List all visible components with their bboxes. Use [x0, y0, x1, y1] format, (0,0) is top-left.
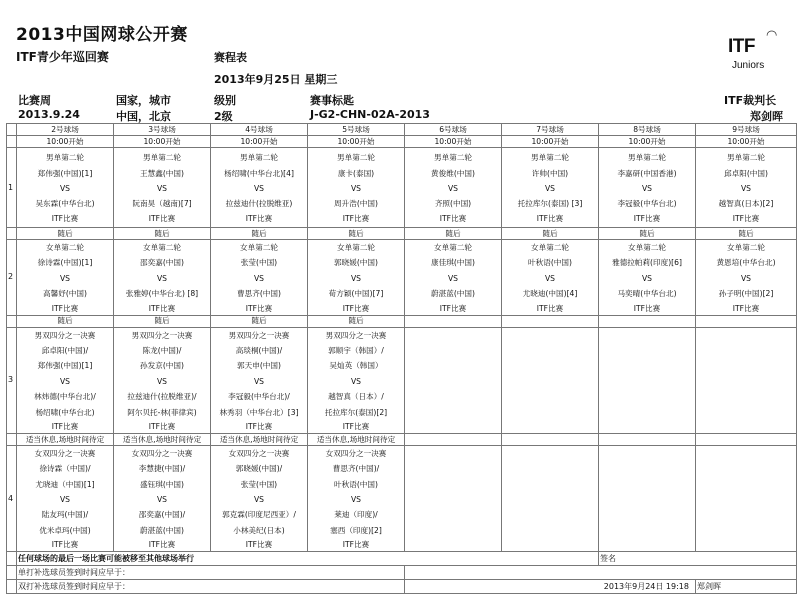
row-number: 3 [7, 327, 17, 433]
match-cell [696, 148, 797, 228]
match-line: 男单第二轮 [46, 153, 84, 163]
row-number-cell [7, 315, 17, 327]
rest-note [7, 433, 797, 445]
match-cell [211, 148, 308, 228]
match-line: 托拉库尔(泰国)[2] [324, 407, 388, 417]
footer-gutter [7, 580, 17, 594]
followed-by-cell: 随后 [211, 228, 308, 240]
match-line: VS [350, 376, 361, 386]
match-line: 郑伟强(中国)[1] [37, 168, 93, 178]
match-line: 李嘉研(中国香港) [617, 168, 677, 178]
match-line: 陆友玛(中国)/ [41, 510, 89, 520]
match-line: VS [253, 495, 264, 505]
match-cell [17, 327, 114, 433]
match-cell [308, 148, 405, 228]
match-line: VS [641, 184, 652, 193]
match-cell [502, 240, 599, 316]
match-line: 蔚湛蓝(中国) [140, 525, 184, 535]
match-line: 吴灿英（韩国） [329, 361, 383, 371]
court-header [7, 124, 797, 136]
match-line: ITF比赛 [51, 540, 79, 550]
footer-note: 任何球场的最后一场比赛可能被移至其他球场举行 [17, 552, 599, 566]
match-cell [599, 445, 696, 551]
match-line: 男双四分之一决赛 [228, 330, 290, 340]
match-line: 男双四分之一决赛 [34, 330, 96, 340]
match-cell [114, 445, 211, 551]
match-line: 郭克霖(印度尼西亚）/ [222, 510, 296, 520]
match-line: 尤晓迪（中国)[1] [35, 479, 95, 489]
court-header-cell: 2号球场 [17, 124, 114, 136]
followed-by-cell: 随后 [502, 228, 599, 240]
match-line: 高琰桐(中国)/ [235, 345, 283, 355]
followed-by-cell: 随后 [17, 315, 114, 327]
row-number-cell [7, 228, 17, 240]
court-header-cell: 3号球场 [114, 124, 211, 136]
match-line: 男单第二轮 [727, 153, 765, 163]
match-line: 叶秋语(中国) [334, 479, 378, 489]
match-line: 郑伟强(中国)[1] [37, 361, 93, 371]
value-grade: 2级 [214, 110, 233, 123]
rest-note-cell [502, 433, 599, 445]
rest-note-cell: 适当休息,场地时间待定 [308, 433, 405, 445]
match-cell [405, 445, 502, 551]
match-line: 李冠毅(中华台北)/ [228, 392, 290, 402]
schedule-date: 2013年9月25日 星期三 [214, 73, 338, 86]
match-line: ITF比赛 [342, 421, 370, 431]
match-line: 徐诗霖（中国)/ [39, 464, 91, 474]
match-line: 女双四分之一决赛 [131, 448, 193, 458]
followed-by-cell [599, 315, 696, 327]
match-cell [17, 240, 114, 316]
match-line: 女单第二轮 [628, 243, 666, 252]
match-line: VS [253, 184, 264, 193]
match-line: 女单第二轮 [727, 243, 765, 252]
match-cell [308, 240, 405, 316]
start-time [7, 136, 797, 148]
schedule-label: 赛程表 [214, 51, 247, 64]
match-line: 邵奕嘉(中国) [140, 258, 184, 268]
match-line: 女单第二轮 [434, 243, 472, 252]
row-number: 1 [7, 148, 17, 228]
match-line: 黄俊维(中国) [431, 168, 475, 178]
match-cell [405, 148, 502, 228]
schedule-header [0, 0, 800, 125]
match-line: VS [253, 376, 264, 386]
match-line: 女双四分之一决赛 [228, 448, 290, 458]
match-line: 女单第二轮 [240, 243, 278, 252]
match-line: ITF比赛 [342, 303, 370, 313]
match-cell [405, 240, 502, 316]
followed-by-cell: 随后 [114, 315, 211, 327]
match-line: 阿尔贝托-林(菲律宾) [127, 407, 197, 417]
match-cell [599, 148, 696, 228]
footer-signer: 郑剑晖 [696, 580, 797, 594]
match-line: 林秀羽（中华台北）[3] [219, 407, 299, 417]
followed-by-cell [696, 315, 797, 327]
footer-singles-signin: 单打补选球员签到时间应早于： [17, 566, 405, 580]
match-line: 男单第二轮 [434, 153, 472, 163]
match-line: 雅德拉帕莉(印度)[6] [612, 258, 682, 268]
match-line: ITF比赛 [51, 303, 79, 313]
label-country-city: 国家，城市 [116, 94, 171, 107]
row-number-cell [7, 124, 17, 136]
followed-by-cell: 随后 [599, 228, 696, 240]
match-line: 马奕晴(中华台北) [617, 289, 677, 299]
label-referee: ITF裁判长 [724, 94, 777, 107]
match-line: 周升浩(中国) [334, 199, 378, 209]
match-line: 张莹(中国) [240, 258, 278, 268]
match-line: VS [253, 273, 264, 283]
match-line: VS [156, 273, 167, 283]
match-line: 齐照(中国) [434, 199, 472, 209]
match-line: 孙子明(中国)[2] [718, 289, 774, 299]
match-line: 杨绍啸(中华台北) [35, 407, 95, 417]
match-line: 塞西（印度)[2] [330, 525, 382, 535]
match-line: ITF比赛 [148, 213, 176, 223]
tournament-title: 2013中国网球公开赛 [16, 25, 188, 45]
match-line: 优米卓玛(中国) [39, 525, 91, 535]
match-line: ITF比赛 [245, 421, 273, 431]
match-cell [17, 148, 114, 228]
match-line: 男双四分之一决赛 [325, 330, 387, 340]
match-line: VS [59, 376, 70, 386]
footer-gutter [7, 552, 17, 566]
match-cell [599, 240, 696, 316]
match-line: ITF比赛 [245, 540, 273, 550]
match-line: 女单第二轮 [46, 243, 84, 252]
rest-note-cell: 适当休息,场地时间待定 [114, 433, 211, 445]
court-header-cell: 6号球场 [405, 124, 502, 136]
logo-itf-text: ITF [728, 36, 755, 57]
match-line: 林炜德(中华台北)/ [34, 392, 96, 402]
footer-sign-label: 签名 [599, 552, 797, 566]
followed-by-cell: 随后 [405, 228, 502, 240]
followed-by-cell: 随后 [308, 315, 405, 327]
match-line: VS [740, 273, 751, 283]
match-line: 男单第二轮 [240, 153, 278, 163]
value-referee: 郑剑晖 [750, 110, 783, 123]
row-number: 4 [7, 445, 17, 551]
match-cell [114, 240, 211, 316]
match-cell [211, 327, 308, 433]
rest-note-cell [696, 433, 797, 445]
start-time-cell: 10:00开始 [308, 136, 405, 148]
followed-by-cell: 随后 [17, 228, 114, 240]
match-cell [211, 240, 308, 316]
match-line: 徐诗霖(中国)[1] [37, 258, 93, 268]
start-time-cell: 10:00开始 [599, 136, 696, 148]
match-cell [114, 327, 211, 433]
match-line: VS [350, 184, 361, 193]
match-line: 女单第二轮 [531, 243, 569, 252]
followed-by-cell: 随后 [211, 315, 308, 327]
followed-by-cell [502, 315, 599, 327]
match-line: VS [447, 273, 458, 283]
row-number-cell [7, 136, 17, 148]
match-cell [405, 327, 502, 433]
match-line: 女双四分之一决赛 [34, 448, 96, 458]
value-country-city: 中国，北京 [116, 110, 171, 123]
match-line: 郭晓媛(中国)/ [235, 464, 283, 474]
match-cell [114, 148, 211, 228]
match-line: ITF比赛 [51, 421, 79, 431]
match-cell [308, 445, 405, 551]
match-line: ITF比赛 [633, 213, 661, 223]
match-line: 盛钰琪(中国) [140, 479, 184, 489]
match-line: 小林美纪(日本) [233, 525, 285, 535]
match-line: 陈龙(中国)/ [142, 345, 182, 355]
court-header-cell: 8号球场 [599, 124, 696, 136]
followed-by [7, 228, 797, 240]
footer-row [7, 566, 797, 580]
match-line: 孙发京(中国) [140, 361, 184, 371]
match-line: VS [544, 184, 555, 193]
match-line: 王慧鑫(中国) [140, 168, 184, 178]
match-line: VS [59, 273, 70, 283]
value-week: 2013.9.24 [18, 108, 80, 121]
itf-juniors-logo [726, 28, 788, 74]
match-line: ITF比赛 [732, 303, 760, 313]
match-line: 高馨妤(中国) [43, 289, 87, 299]
footer-timestamp: 2013年9月24日 19:18 [405, 580, 696, 594]
match-line: VS [544, 273, 555, 283]
match-line: VS [59, 184, 70, 193]
footer-row [7, 580, 797, 594]
match-line: 张莹(中国) [240, 479, 278, 489]
match-line: VS [156, 184, 167, 193]
match-line: ITF比赛 [536, 213, 564, 223]
followed-by-cell [405, 315, 502, 327]
row-number-cell [7, 433, 17, 445]
match-line: ITF比赛 [633, 303, 661, 313]
court-header-cell: 9号球场 [696, 124, 797, 136]
footer-gutter [7, 566, 17, 580]
match-line: 郭晓媛(中国) [334, 258, 378, 268]
match-line: 尤晓迪(中国)[4] [522, 289, 578, 299]
label-grade: 级别 [214, 94, 236, 107]
match-line: 荀方颖(中国)[7] [328, 289, 384, 299]
match-line: 邱卓阳(中国)/ [41, 345, 89, 355]
match-line: VS [59, 495, 70, 505]
footer-row [7, 552, 797, 566]
followed-by-cell: 随后 [308, 228, 405, 240]
logo-juniors-text: Juniors [732, 60, 765, 71]
start-time-cell: 10:00开始 [696, 136, 797, 148]
match-line: 张雅婷(中华台北) [8] [125, 289, 199, 299]
start-time-cell: 10:00开始 [405, 136, 502, 148]
match-line: 越智真(日本)[2] [718, 199, 774, 209]
row-number: 2 [7, 240, 17, 316]
match-line: 男单第二轮 [628, 153, 666, 163]
match-cell [696, 445, 797, 551]
match-line: 曹思齐(中国)/ [332, 464, 380, 474]
tournament-subtitle: ITF青少年巡回赛 [16, 50, 109, 64]
match-cell [17, 445, 114, 551]
match-line: 康卡(泰国) [337, 168, 375, 178]
match-line: ITF比赛 [245, 303, 273, 313]
match-line: ITF比赛 [439, 213, 467, 223]
match-line: VS [447, 184, 458, 193]
match-line: 女单第二轮 [337, 243, 375, 252]
match-cell [502, 445, 599, 551]
match-line: 李冠毅(中华台北) [617, 199, 677, 209]
match-line: 黄恩培(中华台北) [716, 258, 776, 268]
match-line: 男双四分之一决赛 [131, 330, 193, 340]
rest-note-cell: 适当休息,场地时间待定 [17, 433, 114, 445]
match-line: ITF比赛 [245, 213, 273, 223]
match-line: VS [350, 495, 361, 505]
match-line: VS [156, 376, 167, 386]
match-line: 叶秋语(中国) [528, 258, 572, 268]
match-line: 男单第二轮 [531, 153, 569, 163]
match-cell [308, 327, 405, 433]
match-line: 蔚湛蓝(中国) [431, 289, 475, 299]
label-week: 比赛周 [18, 94, 51, 107]
start-time-cell: 10:00开始 [17, 136, 114, 148]
match-cell [599, 327, 696, 433]
match-line: 托拉库尔(泰国) [3] [517, 199, 583, 209]
footer-blank [405, 566, 797, 580]
match-line: 许帅(中国) [531, 168, 569, 178]
match-line: ITF比赛 [342, 540, 370, 550]
match-line: 拉兹迪什(拉脱维亚)/ [127, 392, 197, 402]
match-line: ITF比赛 [342, 213, 370, 223]
match-line: VS [156, 495, 167, 505]
match-line: 康佳琪(中国) [431, 258, 475, 268]
match-line: 李慧捷(中国)/ [138, 464, 186, 474]
match-line: ITF比赛 [439, 303, 467, 313]
match-line: 吴东霖(中华台北) [35, 199, 95, 209]
rest-note-cell [599, 433, 696, 445]
match-line: ITF比赛 [732, 213, 760, 223]
start-time-cell: 10:00开始 [502, 136, 599, 148]
court-header-cell: 7号球场 [502, 124, 599, 136]
match-line: ITF比赛 [148, 540, 176, 550]
rest-note-cell: 适当休息,场地时间待定 [211, 433, 308, 445]
match-line: 郭顺宇（韩国）/ [328, 345, 384, 355]
rest-note-cell [405, 433, 502, 445]
match-line: 郭天申(中国) [237, 361, 281, 371]
followed-by-cell: 随后 [114, 228, 211, 240]
match-line: 拉兹迪什(拉脱维亚) [225, 199, 293, 209]
match-line: 越智真（日本）/ [328, 392, 384, 402]
match-line: 莱迪（印度)/ [334, 510, 378, 520]
match-cell [502, 327, 599, 433]
match-line: 女单第二轮 [143, 243, 181, 252]
match-line: 男单第二轮 [337, 153, 375, 163]
match-line: ITF比赛 [536, 303, 564, 313]
followed-by-cell: 随后 [696, 228, 797, 240]
match-line: 邵奕嘉(中国)/ [138, 510, 186, 520]
match-row [7, 445, 797, 551]
followed-by [7, 315, 797, 327]
match-line: 男单第二轮 [143, 153, 181, 163]
match-cell [211, 445, 308, 551]
start-time-cell: 10:00开始 [211, 136, 308, 148]
label-tournament-id: 赛事标匙 [310, 94, 354, 107]
court-header-cell: 5号球场 [308, 124, 405, 136]
match-row [7, 148, 797, 228]
value-tournament-id: J-G2-CHN-02A-2013 [310, 108, 430, 121]
match-cell [696, 327, 797, 433]
court-header-cell: 4号球场 [211, 124, 308, 136]
start-time-cell: 10:00开始 [114, 136, 211, 148]
match-line: 曹思齐(中国) [237, 289, 281, 299]
match-line: 女双四分之一决赛 [325, 448, 387, 458]
match-line: VS [641, 273, 652, 283]
logo-ball-arc-icon: ◠ [766, 28, 778, 43]
footer-doubles-signin: 双打补选球员签到时间应早于： [17, 580, 405, 594]
match-row [7, 240, 797, 316]
order-of-play-table [6, 123, 797, 594]
match-line: ITF比赛 [148, 421, 176, 431]
match-cell [502, 148, 599, 228]
match-line: 邱卓阳(中国) [724, 168, 768, 178]
match-line: VS [350, 273, 361, 283]
match-line: ITF比赛 [51, 213, 79, 223]
match-line: ITF比赛 [148, 303, 176, 313]
match-line: 杨绍啸(中华台北)[4] [224, 168, 294, 178]
match-row [7, 327, 797, 433]
match-line: 阮南昊（越南)[7] [132, 199, 192, 209]
match-cell [696, 240, 797, 316]
match-line: VS [740, 184, 751, 193]
